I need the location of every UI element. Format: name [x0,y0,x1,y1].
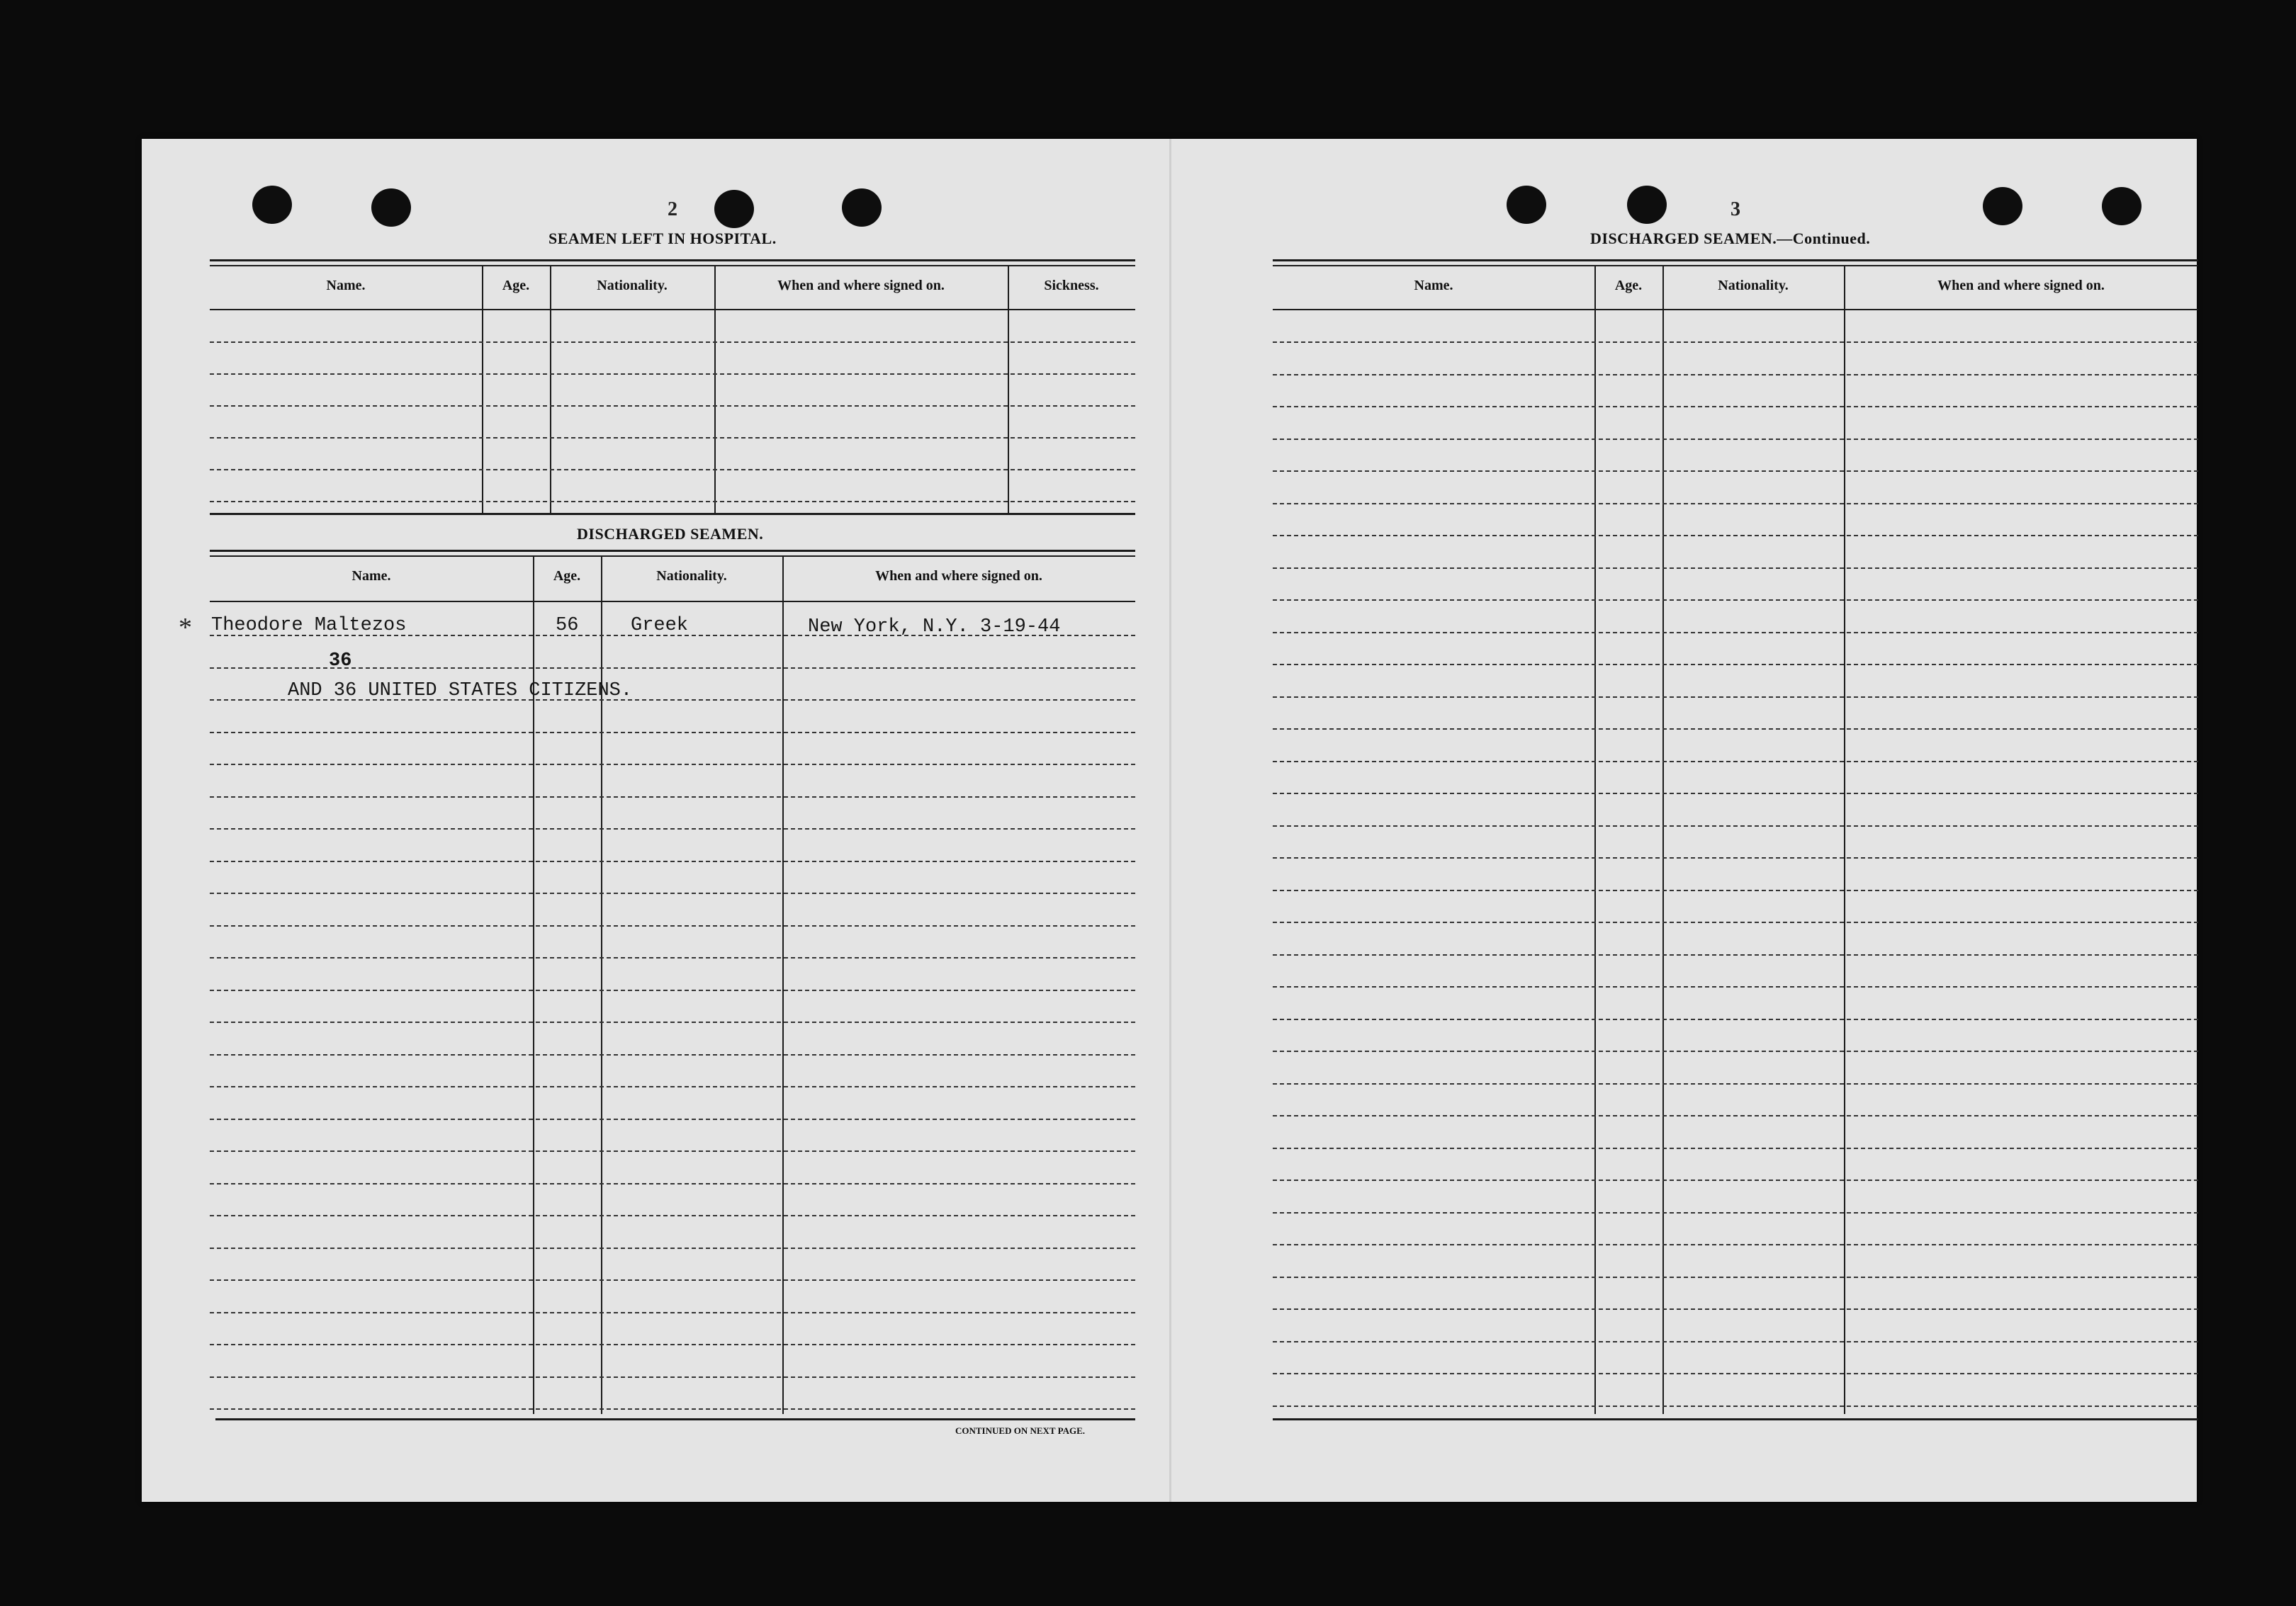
ruled-line [1273,922,2198,923]
right-page-number: 3 [1731,198,1740,220]
ruled-line [210,925,1135,927]
ruled-line [210,1150,1135,1152]
ruled-line [1273,1277,2198,1278]
ruled-line [1273,535,2198,536]
ruled-line [1273,1083,2198,1085]
ruled-line [210,1376,1135,1378]
hospital-divider [550,265,551,513]
ruled-line [210,1086,1135,1087]
ruled-line [1273,825,2198,827]
ruled-line [1273,696,2198,698]
ruled-line [210,1312,1135,1313]
punch-hole [714,190,754,228]
ruled-line [210,501,1135,502]
hospital-col-sickness: Sickness. [1044,278,1099,293]
discharged-top-rule [210,550,1135,552]
right-top-rule [1273,259,2198,261]
right-divider [1662,265,1664,1414]
ruled-line [210,469,1135,470]
ruled-line [1273,439,2198,440]
punch-hole [1983,187,2022,225]
hospital-top-rule-2 [210,265,1135,266]
ruled-line [210,341,1135,343]
ruled-line [210,1022,1135,1023]
ruled-line [1273,1212,2198,1214]
seaman-nationality: Greek [631,615,689,636]
ruled-line [1273,761,2198,762]
ruled-line [210,373,1135,375]
hospital-section-title: SEAMEN LEFT IN HOSPITAL. [548,230,777,247]
punch-hole [1627,186,1667,224]
right-bottom-rule [1273,1418,2198,1420]
discharged-section-title: DISCHARGED SEAMEN. [577,525,764,543]
right-col-age: Age. [1614,278,1643,293]
hospital-col-nationality: Nationality. [597,278,668,293]
ruled-line [210,1183,1135,1184]
citizens-note: AND 36 UNITED STATES CITIZENS. [288,680,633,701]
discharged-bottom-rule [215,1418,1135,1420]
page-fold [1169,139,1171,1502]
ruled-line [210,1054,1135,1056]
ruled-line [1273,1115,2198,1116]
right-top-rule-2 [1273,265,2198,266]
hospital-top-rule [210,259,1135,261]
asterisk-mark: * [179,613,192,643]
ruled-line [1273,406,2198,407]
hospital-bottom-rule [210,513,1135,515]
hospital-divider [714,265,716,513]
ruled-line [210,828,1135,830]
ruled-line [210,1119,1135,1120]
discharged-top-rule-2 [210,555,1135,557]
ruled-line [1273,341,2198,343]
ruled-line [1273,857,2198,859]
hospital-col-name: Name. [326,278,366,293]
punch-hole [252,186,292,224]
hospital-col-age: Age. [502,278,530,293]
continued-note: CONTINUED ON NEXT PAGE. [955,1425,1085,1436]
seaman-signed-on: New York, N.Y. 3-19-44 [808,616,1061,638]
ruled-line [210,893,1135,894]
right-divider [1844,265,1845,1414]
hospital-header-rule [210,309,1135,310]
hospital-divider [482,265,483,513]
ruled-line [1273,1373,2198,1374]
ruled-line [1273,503,2198,504]
ruled-line [1273,890,2198,891]
right-header-rule [1273,309,2198,310]
hospital-divider [1008,265,1009,513]
discharged-col-signed-on: When and where signed on. [875,568,1042,584]
ruled-line [1273,374,2198,375]
ruled-line [1273,632,2198,633]
ruled-line [1273,1148,2198,1149]
ruled-line [1273,1019,2198,1020]
left-page-number: 2 [668,198,677,220]
ruled-line [1273,567,2198,569]
ruled-line [210,1344,1135,1345]
ruled-line [1273,1341,2198,1342]
ruled-line [1273,1308,2198,1310]
punch-hole [371,188,411,227]
discharged-col-nationality: Nationality. [656,568,727,584]
ruled-line [210,1215,1135,1216]
ruled-line [1273,954,2198,956]
discharged-header-rule [210,601,1135,602]
ruled-line [1273,728,2198,730]
discharged-col-age: Age. [553,568,581,584]
ruled-line [1273,1180,2198,1181]
ruled-line [1273,1406,2198,1407]
ruled-line [1273,793,2198,794]
right-col-signed-on: When and where signed on. [1937,278,2105,293]
ruled-line [210,405,1135,407]
right-col-nationality: Nationality. [1718,278,1789,293]
discharged-col-name: Name. [351,568,391,584]
ruled-line [1273,664,2198,665]
ruled-line [1273,1244,2198,1245]
right-divider [1594,265,1596,1414]
ruled-line [1273,986,2198,988]
right-col-name: Name. [1414,278,1453,293]
punch-hole [1507,186,1546,224]
ruled-line [210,796,1135,798]
document-sheet [142,139,2197,1502]
hospital-col-signed-on: When and where signed on. [777,278,945,293]
ruled-line [1273,599,2198,601]
ruled-line [210,1279,1135,1281]
ruled-line [210,990,1135,991]
ruled-line [210,732,1135,733]
ruled-line [1273,470,2198,472]
punch-hole [842,188,882,227]
seaman-age: 56 [556,615,579,636]
ruled-line [210,764,1135,765]
ruled-line [210,1248,1135,1249]
right-section-title: DISCHARGED SEAMEN.—Continued. [1590,230,1871,247]
citizens-count-correction: 36 [329,650,352,672]
seaman-name: Theodore Maltezos [211,615,407,636]
punch-hole [2102,187,2142,225]
ruled-line [210,1408,1135,1410]
discharged-divider [782,555,784,1414]
ruled-line [1273,1051,2198,1052]
ruled-line [210,861,1135,862]
ruled-line [210,957,1135,958]
ruled-line [210,437,1135,439]
